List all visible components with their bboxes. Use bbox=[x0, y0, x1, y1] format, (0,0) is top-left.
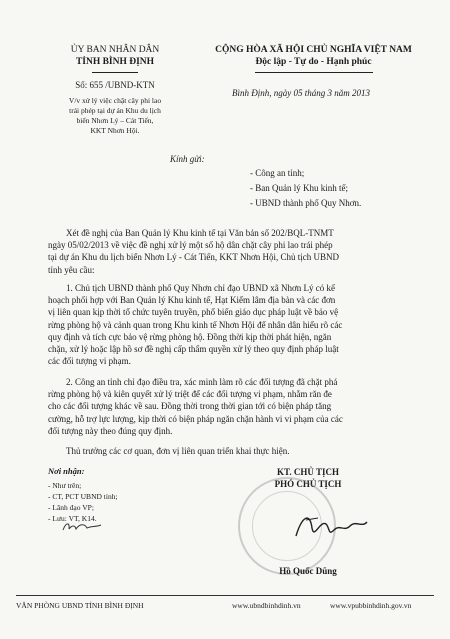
doc-number: Số: 655 /UBND-KTN bbox=[75, 80, 155, 90]
recipient-item: - Công an tỉnh; bbox=[250, 168, 305, 178]
motto: Độc lập - Tự do - Hạnh phúc bbox=[255, 57, 372, 67]
agency-name-line2: TỈNH BÌNH ĐỊNH bbox=[75, 57, 155, 67]
footer-site-2: www.vpubbinhdinh.gov.vn bbox=[330, 601, 412, 610]
text-line: cường, hỗ trợ lực lượng, kịp thời có biện pháp ngăn chặn hành vi vi phạm của các bbox=[48, 413, 343, 424]
text-line: hoạch phối hợp với Ban Quản lý Khu kinh tế, Hạt Kiểm lâm địa bàn và các đơn bbox=[48, 295, 336, 306]
body-paragraph-3 bbox=[48, 376, 414, 437]
handwritten-signature bbox=[292, 506, 370, 546]
text-line: đối tượng này theo đúng quy định. bbox=[48, 425, 173, 436]
country-name: CỘNG HÒA XÃ HỘI CHỦ NGHĨA VIỆT NAM bbox=[215, 45, 412, 55]
agency-name-line1: ỦY BAN NHÂN DÂN bbox=[70, 45, 160, 55]
national-header bbox=[196, 44, 431, 68]
text-line: các đối tượng vi phạm. bbox=[48, 356, 131, 367]
initials-mark bbox=[60, 520, 104, 534]
body-paragraph-2 bbox=[48, 282, 414, 367]
distribution-item: - Lưu: VT, K14. bbox=[48, 514, 97, 523]
issue-date: Bình Định, ngày 05 tháng 3 năm 2013 bbox=[232, 88, 370, 98]
footer-divider bbox=[16, 595, 434, 596]
subject-line1: V/v xử lý việc chặt cây phi lao bbox=[68, 96, 162, 105]
distribution-item: - Lãnh đạo VP; bbox=[48, 503, 94, 512]
footer-office: VĂN PHÒNG UBND TỈNH BÌNH ĐỊNH bbox=[16, 601, 144, 610]
closing-line: Thủ trưởng các cơ quan, đơn vị liên quan triển khai thực hiện. bbox=[66, 446, 290, 456]
recipients-list bbox=[250, 166, 361, 211]
text-line: Xét đề nghị của Ban Quản lý Khu kinh tế tại Văn bản số 202/BQL-TNMT bbox=[66, 228, 334, 238]
signature-role-1: KT. CHỦ TỊCH bbox=[277, 467, 339, 477]
text-line: 1. Chủ tịch UBND thành phố Quy Nhơn chỉ đạo UBND xã Nhơn Lý có kế bbox=[66, 283, 335, 293]
body-paragraph-1 bbox=[48, 227, 414, 276]
subject-line3: biển Nhơn Lý – Cát Tiến, bbox=[76, 116, 154, 125]
text-line: tỉnh yêu cầu: bbox=[48, 264, 95, 275]
text-line: cho các đối tượng khác về sau. Đồng thời trong thời gian tới có biện pháp tăng bbox=[48, 401, 332, 412]
distribution-list bbox=[48, 480, 118, 524]
signer-name: Hồ Quốc Dũng bbox=[279, 566, 337, 576]
subject-block bbox=[40, 96, 190, 136]
text-line: rừng phòng hộ và cảnh quan trong Khu kinh tế Nhơn Hội để nhân dân hiểu rõ các bbox=[48, 319, 343, 330]
text-line: rừng phòng hộ và kiên quyết xử lý triệt để các đối tượng vi phạm, nhằm răn đe bbox=[48, 389, 332, 400]
footer-site-1: www.ubndbinhdinh.vn bbox=[232, 601, 301, 610]
subject-line2: trái phép tại dự án Khu du lịch bbox=[69, 106, 161, 115]
agency-block bbox=[40, 44, 190, 68]
text-line: quy định và tích cực bảo vệ rừng phòng hộ. Đồng thời kịp thời phát hiện, ngăn bbox=[48, 331, 332, 342]
text-line: ngày 05/02/2013 về việc đề nghị xử lý một số hộ dân chặt cây phi lao trái phép bbox=[48, 240, 333, 251]
text-line: vị liên quan kịp thời tổ chức tuyên truyền, phổ biến giáo dục pháp luật về bảo vệ bbox=[48, 307, 339, 318]
recipients-label: Kính gửi: bbox=[170, 154, 205, 164]
recipient-item: - UBND thành phố Quy Nhơn. bbox=[250, 198, 362, 208]
distribution-item: - CT, PCT UBND tỉnh; bbox=[48, 492, 118, 501]
distribution-item: - Như trên; bbox=[48, 481, 82, 490]
text-line: chặn, xử lý hoặc lập hồ sơ đề nghị cấp thẩm quyền xử lý theo quy định pháp luật bbox=[48, 344, 339, 355]
agency-underline bbox=[92, 72, 138, 73]
recipient-item: - Ban Quản lý Khu kinh tế; bbox=[250, 183, 348, 193]
signature-role-2: PHÓ CHỦ TỊCH bbox=[274, 479, 342, 489]
text-line: 2. Công an tỉnh chỉ đạo điều tra, xác minh làm rõ các đối tượng đã chặt phá bbox=[66, 377, 338, 387]
motto-underline bbox=[255, 72, 373, 73]
subject-line4: KKT Nhơn Hội. bbox=[90, 126, 140, 135]
distribution-label: Nơi nhận: bbox=[48, 466, 85, 476]
text-line: tại dự án Khu du lịch biển Nhơn Lý - Cát Tiến, KKT Nhơn Hội, Chủ tịch UBND bbox=[48, 252, 339, 263]
